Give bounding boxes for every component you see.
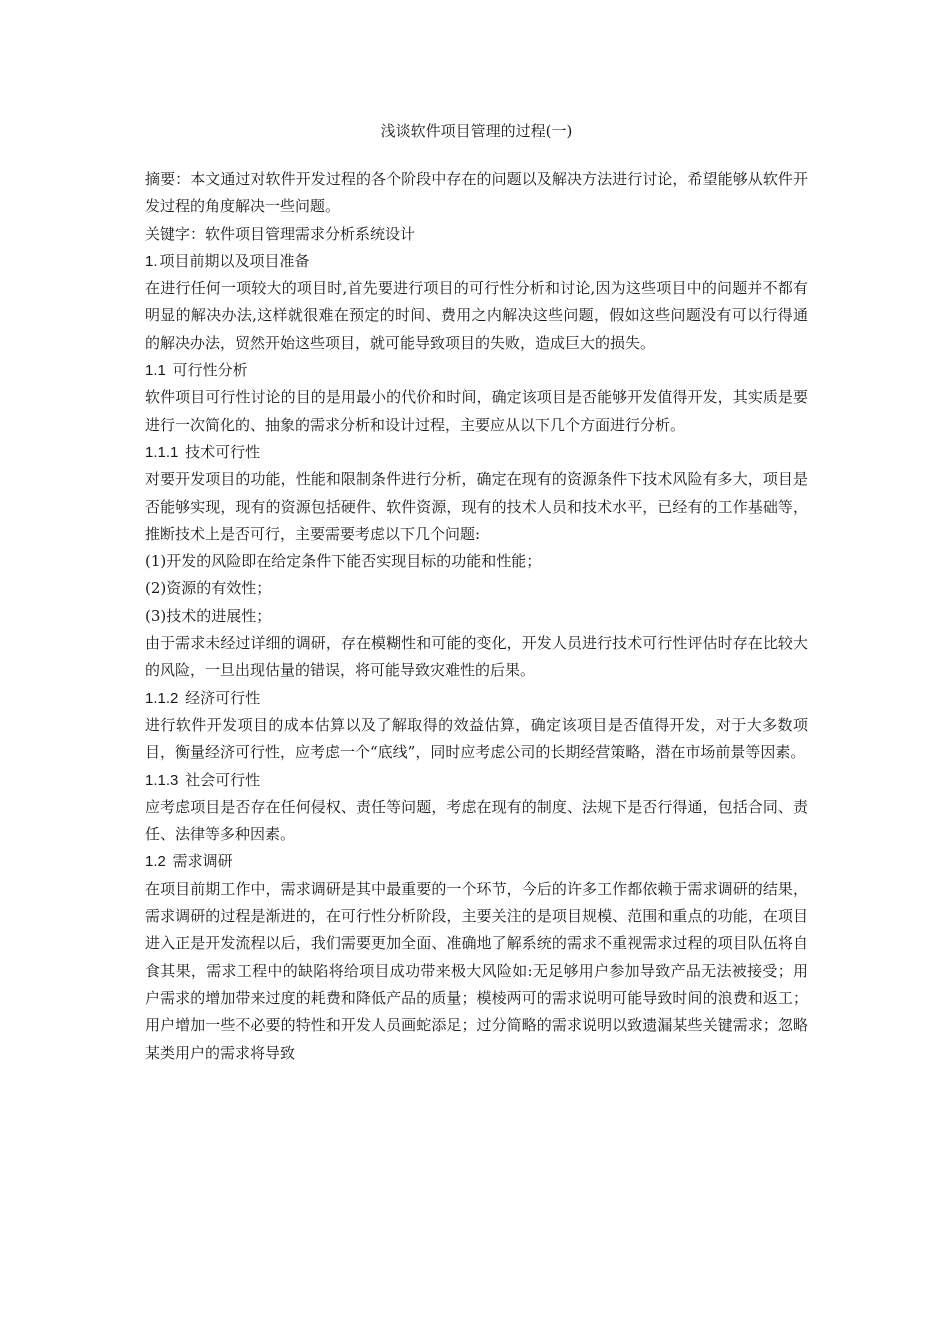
section-1-body: 在进行任何一项较大的项目时,首先要进行项目的可行性分析和讨论,因为这些项目中的问题并不都有明显的解决办法,这样就很难在预定的时间、费用之内解决这些问题，假如这些问题没有可以行得通的解决办法，贸然开始这些项目，就可能导致项目的失败，造成巨大的损失。: [145, 279, 808, 352]
section-1-2-heading: [145, 848, 808, 875]
section-1-heading: [145, 248, 808, 275]
list-item: (1)开发的风险即在给定条件下能否实现目标的功能和性能；: [145, 552, 542, 571]
section-1-1-3-heading: [145, 767, 808, 794]
section-1-title: 项目前期以及项目准备: [159, 251, 310, 270]
section-1-1-1-number: 1.1.1: [145, 443, 179, 461]
section-1-1-body: 软件项目可行性讨论的目的是用最小的代价和时间，确定该项目是否能够开发值得开发，其实质是要进行一次简化的、抽象的需求分析和设计过程，主要应从以下几个方面进行分析。: [145, 388, 808, 434]
list-item: (3)技术的进展性；: [145, 606, 272, 625]
document-page: [145, 118, 808, 1067]
section-1-1-1-heading: [145, 439, 808, 466]
section-1-number: 1.: [145, 252, 158, 270]
section-1-1-1-title: 技术可行性: [185, 442, 261, 461]
section-1-2-title: 需求调研: [172, 852, 233, 871]
section-1-2-body: 在项目前期工作中，需求调研是其中最重要的一个环节，今后的许多工作都依赖于需求调研的结果，需求调研的过程是渐进的，在可行性分析阶段，主要关注的是项目规模、范围和重点的功能，在项目进入正是开发流程以后，我们需要更加全面、准确地了解系统的需求不重视需求过程的项目队伍将自食其果，需求工程中的缺陷将给项目成功带来极大风险如:无足够用户参加导致产品无法被接受；用户需求的增加带来过度的耗费和降低产品的质量；模棱两可的需求说明可能导致时间的浪费和返工；用户增加一些不必要的特性和开发人员画蛇添足；过分简略的需求说明以致遗漏某些关键需求；忽略某类用户的需求将导致: [145, 879, 808, 1062]
abstract-paragraph: 摘要：本文通过对软件开发过程的各个阶段中存在的问题以及解决方法进行讨论，希望能够从软件开发过程的角度解决一些问题。: [145, 170, 808, 216]
document-title: 浅谈软件项目管理的过程(一): [380, 122, 573, 140]
section-1-1-title: 可行性分析: [172, 361, 248, 380]
section-1-1-2-heading: [145, 685, 808, 712]
section-1-1-1-body: 对要开发项目的功能，性能和限制条件进行分析，确定在现有的资源条件下技术风险有多大，项目是否能够实现，现有的资源包括硬件、软件资源，现有的技术人员和技术水平，已经有的工作基础等，推断技术上是否可行，主要需要考虑以下几个问题:: [145, 470, 808, 543]
list-item: (2)资源的有效性；: [145, 579, 272, 598]
section-1-1-2-body: 进行软件开发项目的成本估算以及了解取得的效益估算，确定该项目是否值得开发，对于大多数项目，衡量经济可行性，应考虑一个“底线”，同时应考虑公司的长期经营策略，潜在市场前景等因素。: [145, 715, 808, 762]
section-1-1-heading: [145, 357, 808, 384]
section-1-1-3-title: 社会可行性: [185, 770, 261, 789]
section-1-1-3-body: 应考虑项目是否存在任何侵权、责任等问题，考虑在现有的制度、法规下是否行得通，包括合同、责任、法律等多种因素。: [145, 797, 808, 844]
section-1-1-number: 1.1: [145, 362, 166, 380]
section-1-1-3-number: 1.1.3: [145, 771, 179, 789]
section-1-1-2-number: 1.1.2: [145, 689, 179, 707]
section-1-2-number: 1.2: [145, 853, 166, 871]
keywords-line: 关键字：软件项目管理需求分析系统设计: [145, 224, 416, 243]
section-1-1-2-title: 经济可行性: [185, 688, 261, 707]
section-1-1-1-closing: 由于需求未经过详细的调研，存在模糊性和可能的变化，开发人员进行技术可行性评估时存在比较大的风险，一旦出现估量的错误，将可能导致灾难性的后果。: [145, 634, 808, 680]
